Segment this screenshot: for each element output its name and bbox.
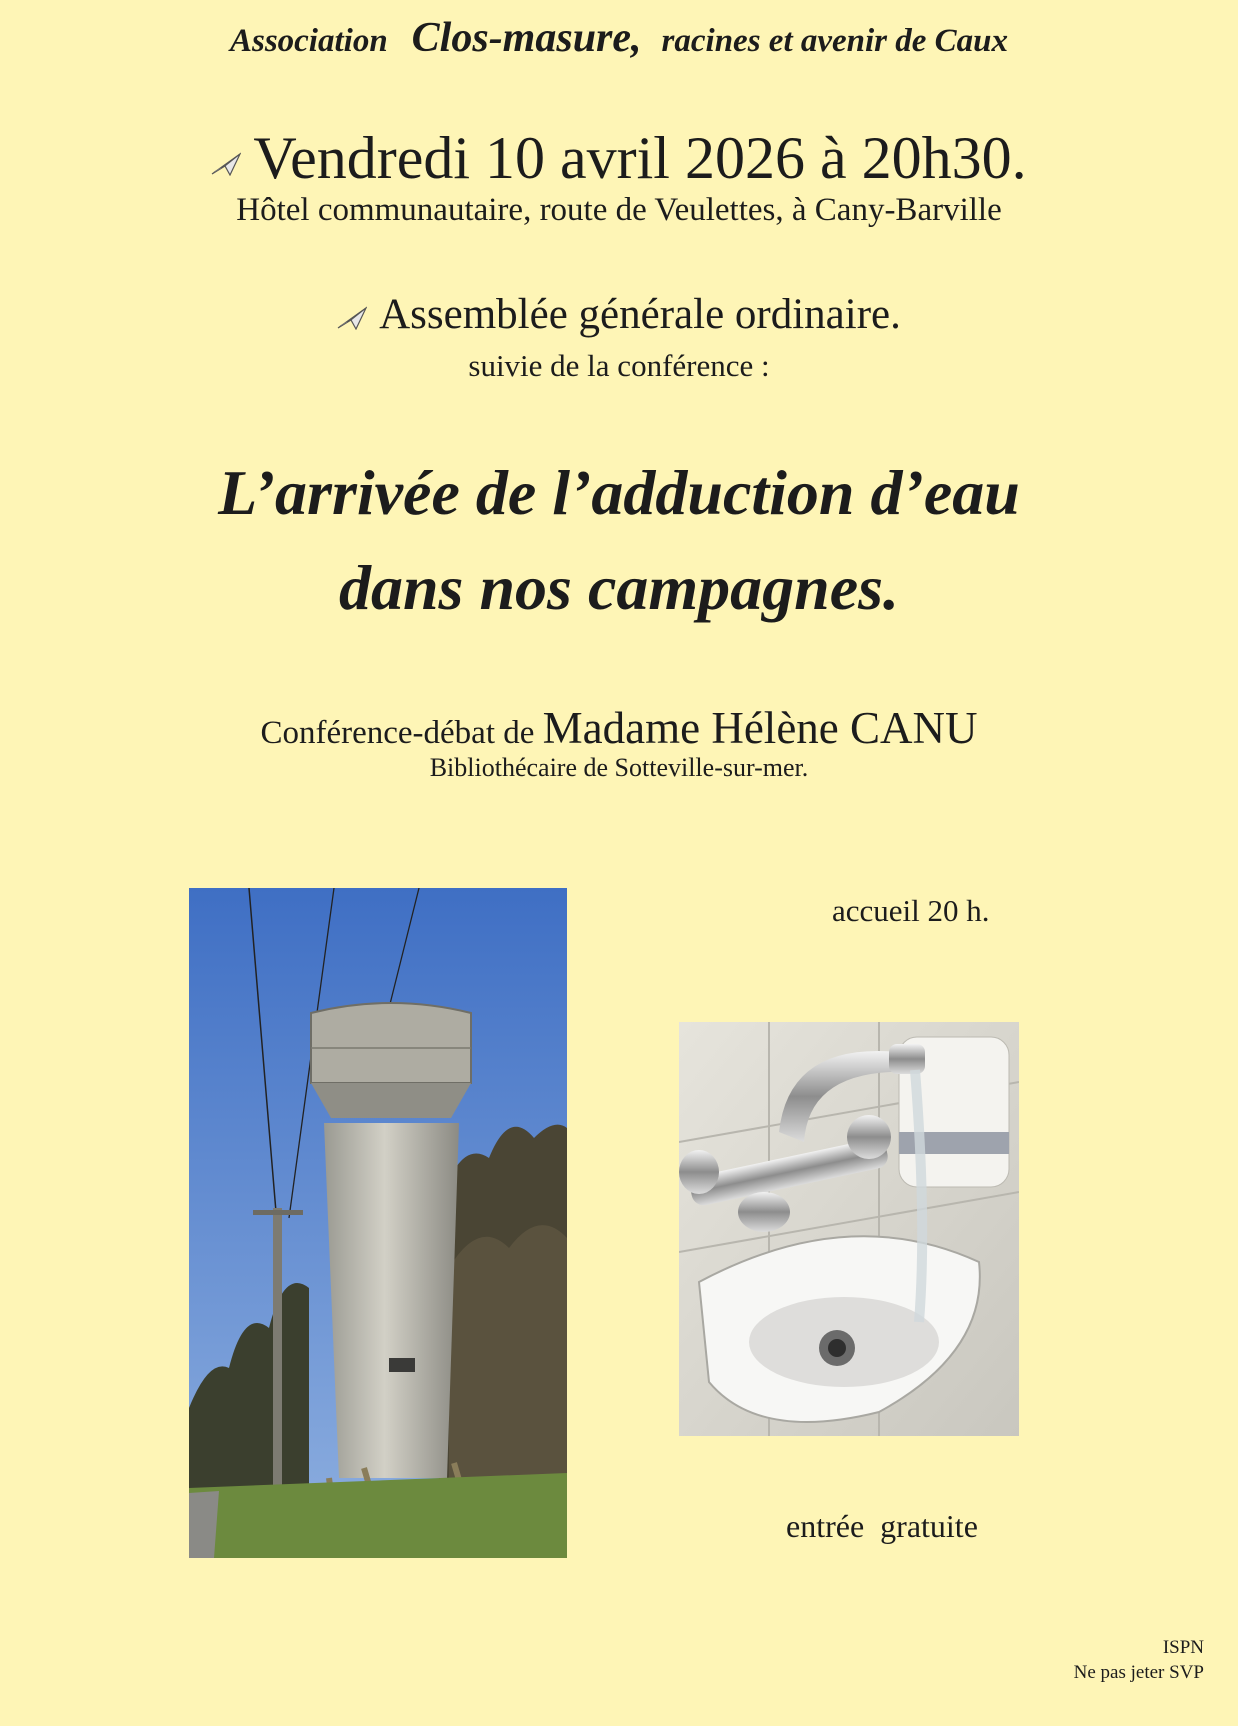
paper-plane-icon [337, 306, 367, 330]
conference-title-line-2: dans nos campagnes. [338, 552, 900, 623]
welcome-time: accueil 20 h. [832, 893, 990, 928]
speaker-name: Madame Hélène CANU [542, 703, 978, 753]
conference-title-line-1: L’arrivée de l’adduction d’eau [218, 457, 1020, 528]
speaker-prefix: Conférence-débat de [260, 715, 535, 751]
event-venue: Hôtel communautaire, route de Veulettes, à Cany-Barville [236, 192, 1002, 228]
paper-plane-icon [211, 152, 241, 176]
faucet-photo [679, 1022, 1019, 1436]
association-tagline: racines et avenir de Caux [661, 23, 1009, 59]
speaker-role: Bibliothécaire de Sotteville-sur-mer. [429, 753, 809, 782]
association-name: Clos-masure, [411, 15, 642, 61]
association-prefix: Association [229, 23, 388, 59]
agm-line [0, 290, 1238, 339]
speaker-line [0, 702, 1238, 754]
water-tower-photo [189, 888, 567, 1558]
free-entry: entrée gratuite [786, 1508, 978, 1544]
event-date-line [0, 124, 1238, 193]
event-date: Vendredi 10 avril 2026 à 20h30. [253, 125, 1027, 191]
association-header [0, 14, 1238, 62]
followed-by-text: suivie de la conférence : [468, 348, 770, 383]
footer-printer: ISPN [1162, 1637, 1204, 1658]
footer-note: Ne pas jeter SVP [1073, 1662, 1204, 1683]
agm-text: Assemblée générale ordinaire. [379, 291, 901, 338]
